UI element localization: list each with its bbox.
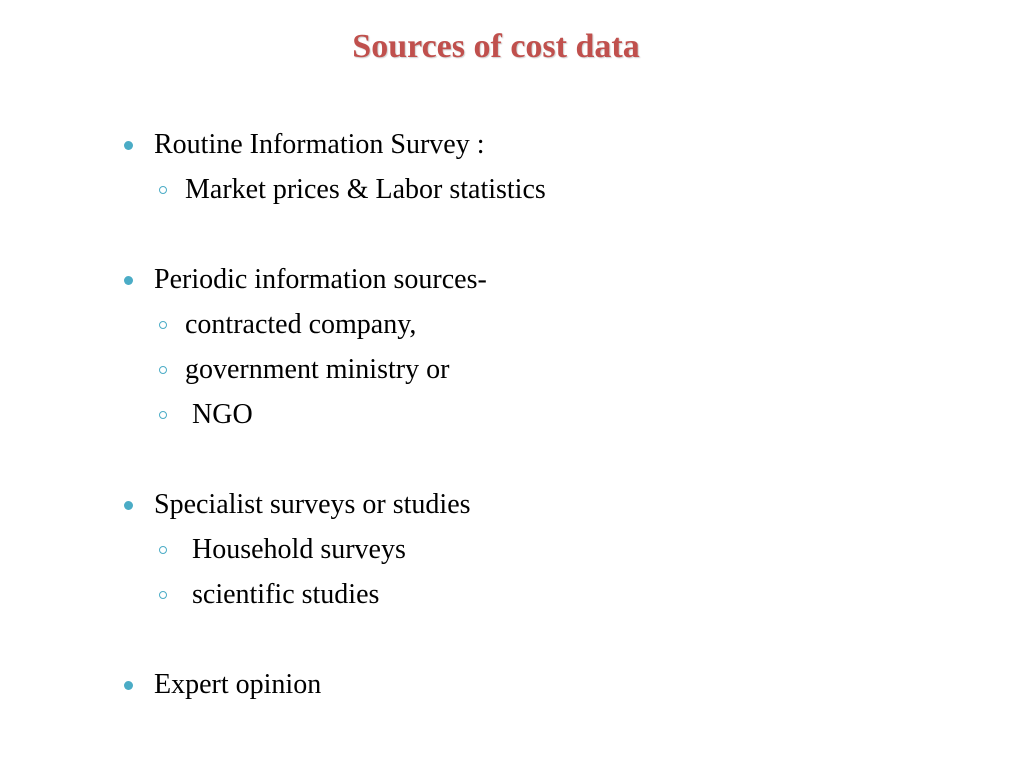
sub-list-item xyxy=(120,392,940,437)
sub-item-text: government ministry or xyxy=(185,354,450,385)
bullet-dot-icon xyxy=(124,501,133,510)
list-item xyxy=(120,122,940,167)
list-item xyxy=(120,662,940,707)
bullet-ring-icon xyxy=(159,186,167,194)
bullet-dot-icon xyxy=(124,681,133,690)
slide-title: Sources of cost data xyxy=(352,28,640,65)
bullet-ring-icon xyxy=(159,411,167,419)
bullet-dot-icon xyxy=(124,276,133,285)
bullet-dot-icon xyxy=(124,141,133,150)
sub-item-text: scientific studies xyxy=(185,579,380,610)
list-section-routine xyxy=(120,122,940,212)
bullet-ring-icon xyxy=(159,366,167,374)
bullet-ring-icon xyxy=(159,591,167,599)
sub-list-item xyxy=(120,572,940,617)
section-heading: Routine Information Survey : xyxy=(154,129,485,160)
list-item xyxy=(120,257,940,302)
list-section-expert xyxy=(120,662,940,707)
sub-list-item xyxy=(120,347,940,392)
bullet-ring-icon xyxy=(159,321,167,329)
sub-list-item xyxy=(120,167,940,212)
list-section-periodic xyxy=(120,257,940,437)
bullet-ring-icon xyxy=(159,546,167,554)
sub-item-text: Household surveys xyxy=(185,534,406,565)
bullet-list xyxy=(120,122,940,752)
list-section-specialist xyxy=(120,482,940,617)
sub-item-text: NGO xyxy=(185,399,253,430)
list-item xyxy=(120,482,940,527)
section-heading: Specialist surveys or studies xyxy=(154,489,471,520)
sub-item-text: contracted company, xyxy=(185,309,417,340)
sub-item-text: Market prices & Labor statistics xyxy=(185,174,546,205)
sub-list-item xyxy=(120,302,940,347)
section-heading: Expert opinion xyxy=(154,669,322,700)
sub-list-item xyxy=(120,527,940,572)
section-heading: Periodic information sources- xyxy=(154,264,487,295)
